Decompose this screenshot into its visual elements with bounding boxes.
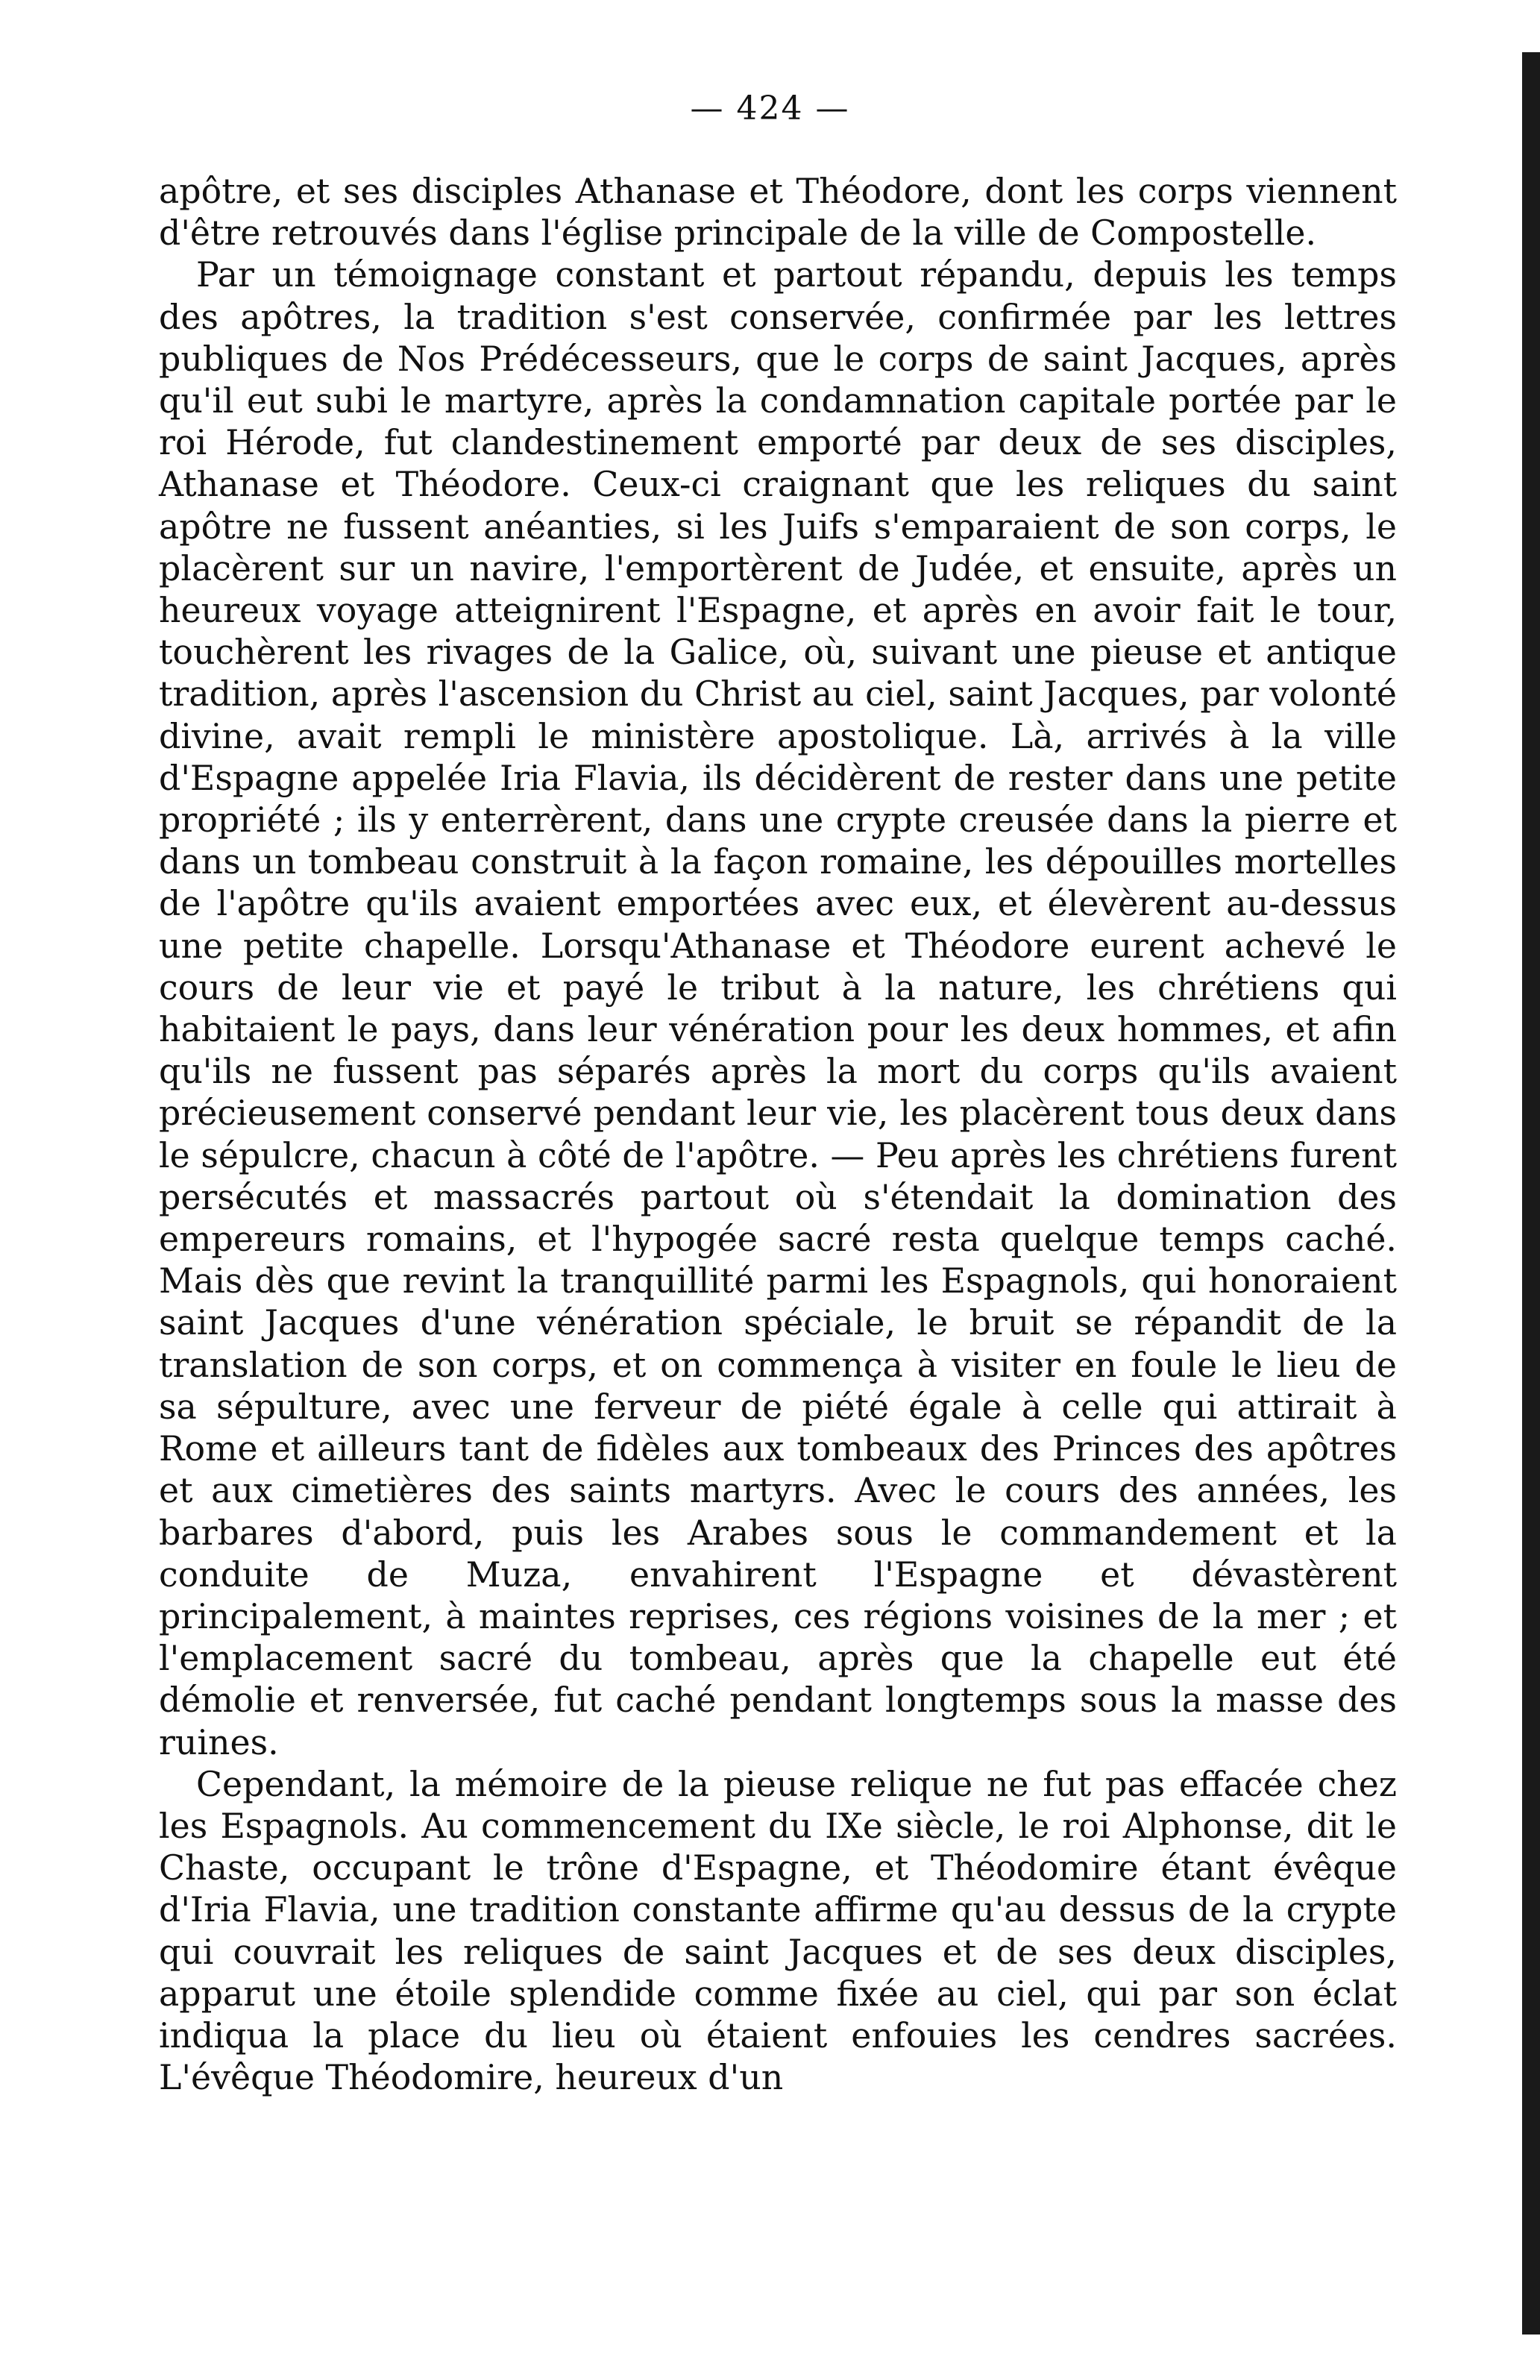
scan-edge-bar: [1522, 52, 1540, 2335]
paragraph-tradition: Par un témoignage constant et partout répandu, depuis les temps des apôtres, la tradition s'est conservée, confirmée par les lettres publiques de Nos Prédécesseurs, que le corps de saint Jacques, après qu'il eut subi le martyre, après la condamnation capitale portée par le roi Hérode, fut clandestinement emporté par deux de ses disciples, Athanase et Théodore. Ceux-ci craignant que les reliques du saint apôtre ne fussent anéanties, si les Juifs s'emparaient de son corps, le placèrent sur un navire, l'emportèrent de Judée, et ensuite, après un heureux voyage atteignirent l'Espagne, et après en avoir fait le tour, touchèrent les rivages de la Galice, où, suivant une pieuse et antique tradition, après l'ascension du Christ au ciel, saint Jacques, par volonté divine, avait rempli le ministère apostolique. Là, arrivés à la ville d'Espagne appelée Iria Flavia, ils décidèrent de rester dans une petite propriété ; ils y enterrèrent, dans une crypte creusée dans la pierre et dans un tombeau construit à la façon romaine, les dépouilles mortelles de l'apôtre qu'ils avaient emportées avec eux, et élevèrent au-dessus une petite chapelle. Lorsqu'Athanase et Théodore eurent achevé le cours de leur vie et payé le tribut à la nature, les chrétiens qui habitaient le pays, dans leur vénération pour les deux hommes, et afin qu'ils ne fussent pas séparés après la mort du corps qu'ils avaient précieusement conservé pendant leur vie, les placèrent tous deux dans le sépulcre, chacun à côté de l'apôtre. — Peu après les chrétiens furent persécutés et massacrés partout où s'étendait la domination des empereurs romains, et l'hypogée sacré resta quelque temps caché. Mais dès que revint la tranquillité parmi les Espagnols, qui honoraient saint Jacques d'une vénération spéciale, le bruit se répandit de la translation de son corps, et on commença à visiter en foule le lieu de sa sépulture, avec une ferveur de piété égale à celle qui attirait à Rome et ailleurs tant de fidèles aux tombeaux des Princes des apôtres et aux cimetières des saints martyrs. Avec le cours des années, les barbares d'abord, puis les Arabes sous le commandement et la conduite de Muza, envahirent l'Espagne et dévastèrent principalement, à maintes reprises, ces régions voisines de la mer ; et l'emplacement sacré du tombeau, après que la chapelle eut été démolie et renversée, fut caché pendant longtemps sous la masse des ruines.: [159, 254, 1397, 1762]
body-text: [159, 170, 1397, 2098]
paragraph-memory: Cependant, la mémoire de la pieuse relique ne fut pas effacée chez les Espagnols. Au commencement du IXe siècle, le roi Alphonse, dit le Chaste, occupant le trône d'Espagne, et Théodomire étant évêque d'Iria Flavia, une tradition constante affirme qu'au dessus de la crypte qui couvrait les reliques de saint Jacques et de ses deux disciples, apparut une étoile splendide comme fixée au ciel, qui par son éclat indiqua la place du lieu où étaient enfouies les cendres sacrées. L'évêque Théodomire, heureux d'un: [159, 1763, 1397, 2098]
paragraph-continuation: apôtre, et ses disciples Athanase et Théodore, dont les corps viennent d'être retrouvés dans l'église principale de la ville de Compostelle.: [159, 171, 1397, 254]
page-number: — 424 —: [690, 90, 850, 128]
